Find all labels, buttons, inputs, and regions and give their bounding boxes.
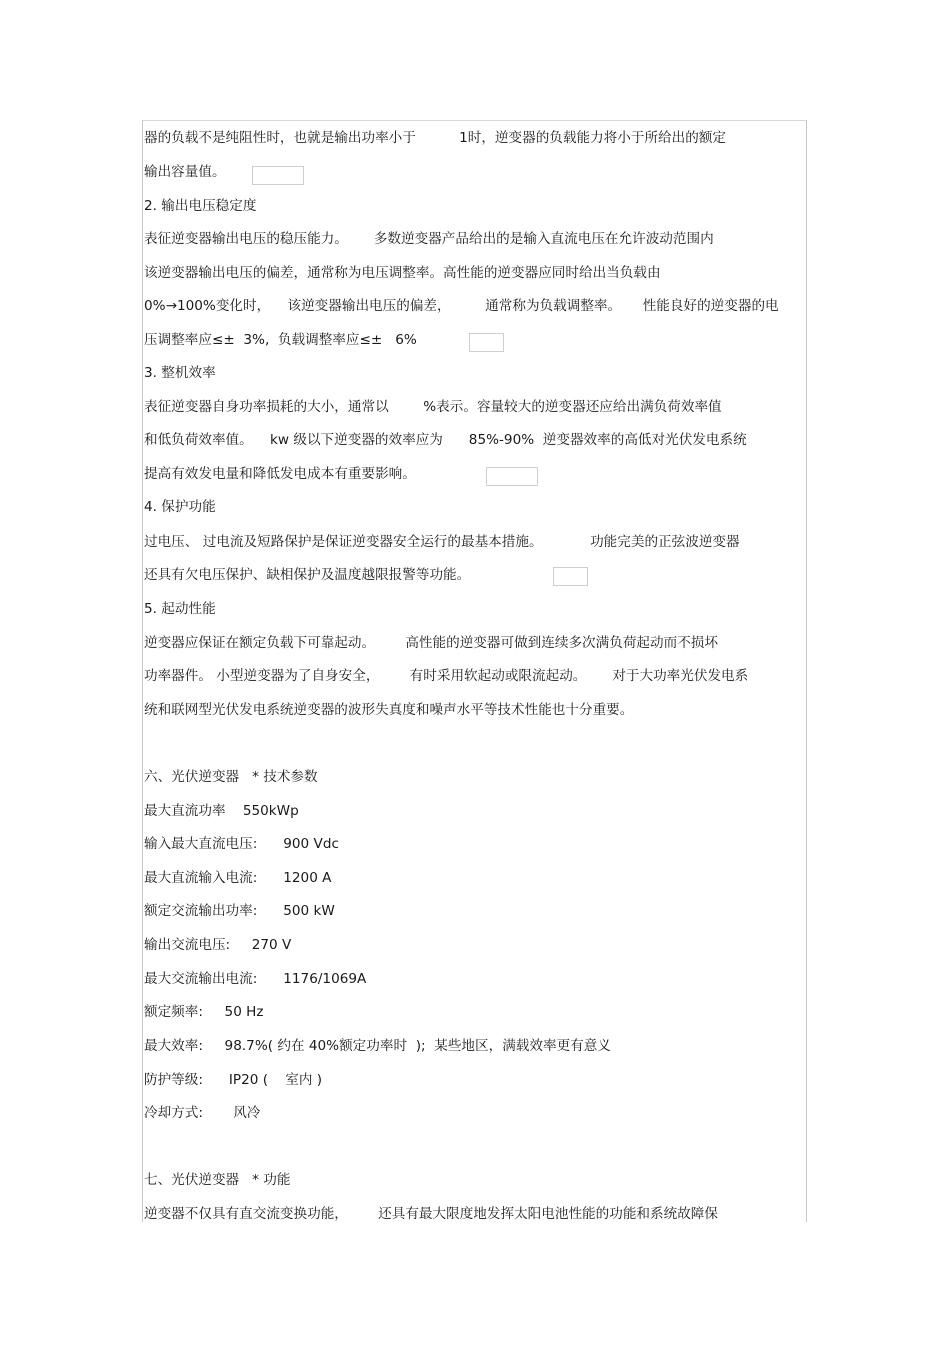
blank-box [486,467,538,486]
section-heading: 六、光伏逆变器 * 技术参数 [144,769,318,785]
paragraph-line: 器的负载不是纯阻性时，也就是输出功率小于 1时，逆变器的负载能力将小于所给出的额定 [144,130,727,146]
param-line: 冷却方式: 风冷 [144,1105,261,1121]
param-line: 最大直流输入电流: 1200 A [144,870,332,886]
paragraph-line: 和低负荷效率值。 kw 级以下逆变器的效率应为 85%-90% 逆变器效率的高低对光伏发电系统 [144,432,747,448]
param-line: 额定频率: 50 Hz [144,1004,264,1020]
section-heading: 4. 保护功能 [144,499,216,515]
paragraph-line: 提高有效发电量和降低发电成本有重要影响。 [144,466,416,482]
param-line: 最大效率: 98.7%( 约在 40%额定功率时 ); 某些地区，满载效率更有意义 [144,1038,611,1054]
paragraph-line: 压调整率应≤± 3%, 负载调整率应≤± 6% [144,332,417,348]
page-frame-right [806,120,807,1222]
paragraph-line: 0%→100%变化时， 该逆变器输出电压的偏差， 通常称为负载调整率。 性能良好的逆变器的电 [144,298,779,314]
param-line: 最大直流功率 550kWp [144,803,299,819]
param-line: 最大交流输出电流: 1176/1069A [144,971,367,987]
paragraph-line: 逆变器应保证在额定负载下可靠起动。 高性能的逆变器可做到连续多次满负荷起动而不损坏 [144,635,718,651]
blank-box [553,567,588,586]
page-frame-top [142,120,806,121]
blank-box [252,166,304,185]
page-frame-left [142,120,143,1222]
param-line: 额定交流输出功率: 500 kW [144,903,335,919]
paragraph-line: 表征逆变器自身功率损耗的大小，通常以 %表示。容量较大的逆变器还应给出满负荷效率值 [144,399,722,415]
paragraph-line: 输出容量值。 [144,164,226,180]
paragraph-line: 统和联网型光伏发电系统逆变器的波形失真度和噪声水平等技术性能也十分重要。 [144,702,634,718]
param-line: 防护等级: IP20 ( 室内 ) [144,1072,323,1088]
blank-box [469,333,504,352]
paragraph-line: 过电压、 过电流及短路保护是保证逆变器安全运行的最基本措施。 功能完美的正弦波逆变器 [144,534,740,550]
paragraph-line: 表征逆变器输出电压的稳压能力。 多数逆变器产品给出的是输入直流电压在允许波动范围内 [144,231,714,247]
section-heading: 3. 整机效率 [144,365,216,381]
param-line: 输入最大直流电压: 900 Vdc [144,836,339,852]
section-heading: 七、光伏逆变器 * 功能 [144,1172,291,1188]
paragraph-line: 该逆变器输出电压的偏差，通常称为电压调整率。高性能的逆变器应同时给出当负载由 [144,265,661,281]
section-heading: 5. 起动性能 [144,601,216,617]
paragraph-line: 还具有欠电压保护、缺相保护及温度越限报警等功能。 [144,567,471,583]
paragraph-line: 功率器件。 小型逆变器为了自身安全， 有时采用软起动或限流起动。 对于大功率光伏发电系 [144,668,749,684]
param-line: 输出交流电压: 270 V [144,937,292,953]
section-heading: 2. 输出电压稳定度 [144,198,257,214]
paragraph-line: 逆变器不仅具有直交流变换功能， 还具有最大限度地发挥太阳电池性能的功能和系统故障保 [144,1206,718,1222]
